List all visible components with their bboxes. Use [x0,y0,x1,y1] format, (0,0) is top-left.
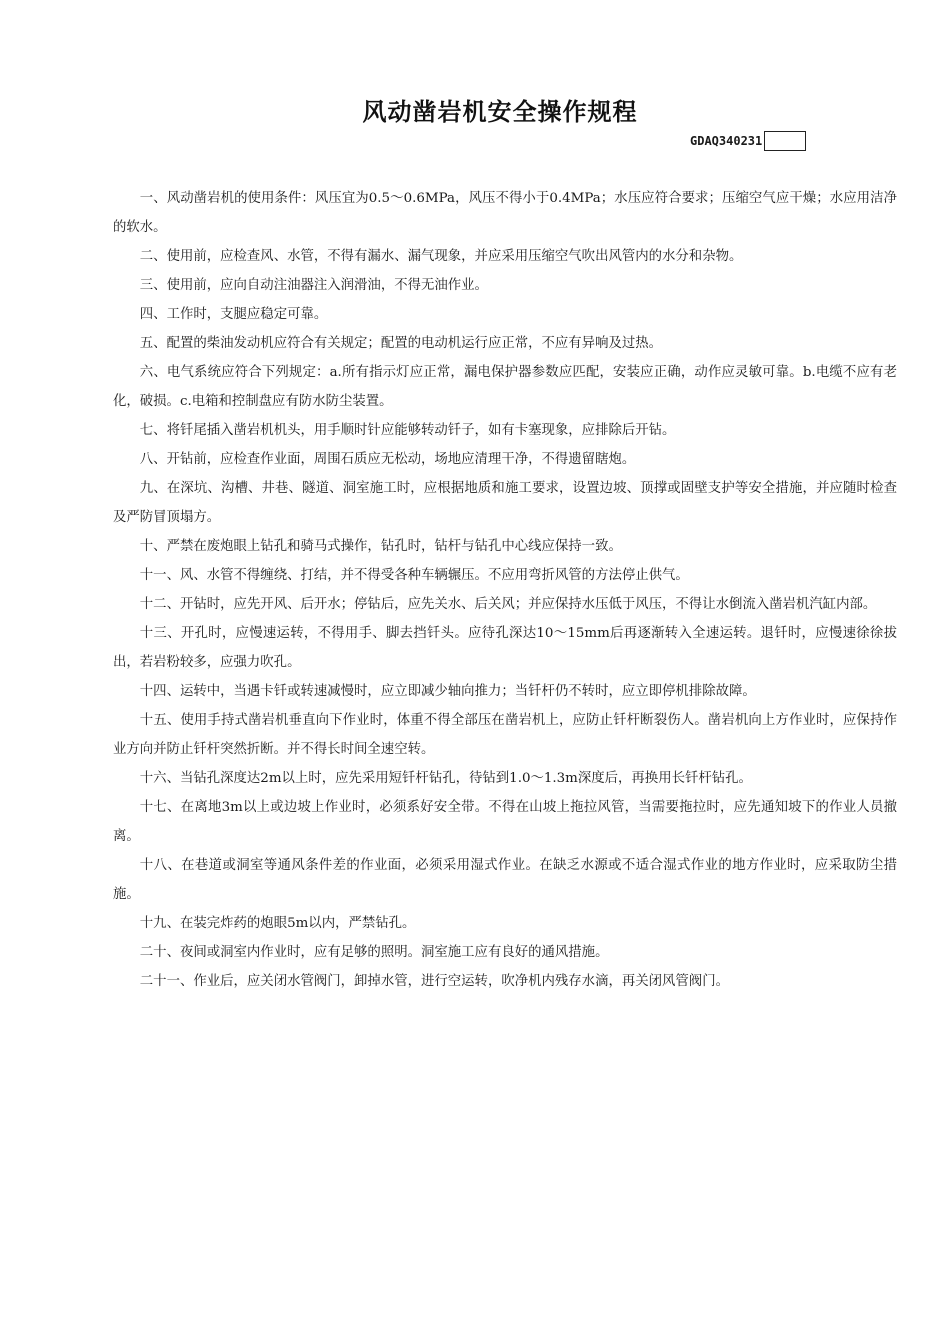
document-code-row [690,130,806,152]
paragraph-18: 十八、在巷道或洞室等通风条件差的作业面，必须采用湿式作业。在缺乏水源或不适合湿式作业的地方作业时，应采取防尘措施。 [113,858,897,902]
paragraph-8: 八、开钻前，应检查作业面，周围石质应无松动，场地应清理干净，不得遗留瞎炮。 [139,452,636,467]
paragraph-19: 十九、在装完炸药的炮眼5m以内，严禁钻孔。 [139,916,416,931]
paragraph-3: 三、使用前，应向自动注油器注入润滑油，不得无油作业。 [139,278,488,293]
paragraph-15: 十五、使用手持式凿岩机垂直向下作业时，体重不得全部压在凿岩机上，应防止钎杆断裂伤人。凿岩机向上方作业时，应保持作业方向并防止钎杆突然折断。并不得长时间全速空转。 [113,713,897,757]
paragraph-5: 五、配置的柴油发动机应符合有关规定；配置的电动机运行应正常，不应有异响及过热。 [139,336,663,351]
paragraph-11: 十一、风、水管不得缠绕、打结，并不得受各种车辆辗压。不应用弯折风管的方法停止供气。 [139,568,689,583]
paragraph-17: 十七、在离地3m以上或边坡上作业时，必须系好安全带。不得在山坡上拖拉风管，当需要拖拉时，应先通知坡下的作业人员撤离。 [113,800,897,844]
paragraph-4: 四、工作时，支腿应稳定可靠。 [139,307,328,322]
document-body [113,184,897,996]
paragraph-1: 一、风动凿岩机的使用条件：风压宜为0.5～0.6MPa，风压不得小于0.4MPa；水压应符合要求；压缩空气应干燥；水应用洁净的软水。 [113,191,897,235]
paragraph-6: 六、电气系统应符合下列规定：a.所有指示灯应正常，漏电保护器参数应匹配，安装应正确，动作应灵敏可靠。b.电缆不应有老化，破损。c.电箱和控制盘应有防水防尘装置。 [113,365,897,409]
paragraph-20: 二十、夜间或洞室内作业时，应有足够的照明。洞室施工应有良好的通风措施。 [139,945,609,960]
paragraph-14: 十四、运转中，当遇卡钎或转速减慢时，应立即减少轴向推力；当钎杆仍不转时，应立即停机排除故障。 [139,684,756,699]
paragraph-2: 二、使用前，应检查风、水管，不得有漏水、漏气现象，并应采用压缩空气吹出风管内的水分和杂物。 [139,249,743,264]
paragraph-12: 十二、开钻时，应先开风、后开水；停钻后，应先关水、后关风；并应保持水压低于风压，不得让水倒流入凿岩机汽缸内部。 [139,597,877,612]
code-suffix-box [764,131,806,151]
document-code: GDAQ340231 [690,134,763,148]
paragraph-7: 七、将钎尾插入凿岩机机头，用手顺时针应能够转动钎子，如有卡塞现象，应排除后开钻。 [139,423,676,438]
paragraph-10: 十、严禁在废炮眼上钻孔和骑马式操作，钻孔时，钻杆与钻孔中心线应保持一致。 [139,539,622,554]
paragraph-9: 九、在深坑、沟槽、井巷、隧道、洞室施工时，应根据地质和施工要求，设置边坡、顶撑或固壁支护等安全措施，并应随时检查及严防冒顶塌方。 [113,481,897,525]
paragraph-16: 十六、当钻孔深度达2m以上时，应先采用短钎杆钻孔，待钻到1.0～1.3m深度后，再换用长钎杆钻孔。 [139,771,752,786]
document-title: 风动凿岩机安全操作规程 [362,98,638,126]
paragraph-13: 十三、开孔时，应慢速运转，不得用手、脚去挡钎头。应待孔深达10～15mm后再逐渐转入全速运转。退钎时，应慢速徐徐拔出，若岩粉较多，应强力吹孔。 [113,626,897,670]
paragraph-21: 二十一、作业后，应关闭水管阀门，卸掉水管，进行空运转，吹净机内残存水滴，再关闭风管阀门。 [139,974,729,989]
